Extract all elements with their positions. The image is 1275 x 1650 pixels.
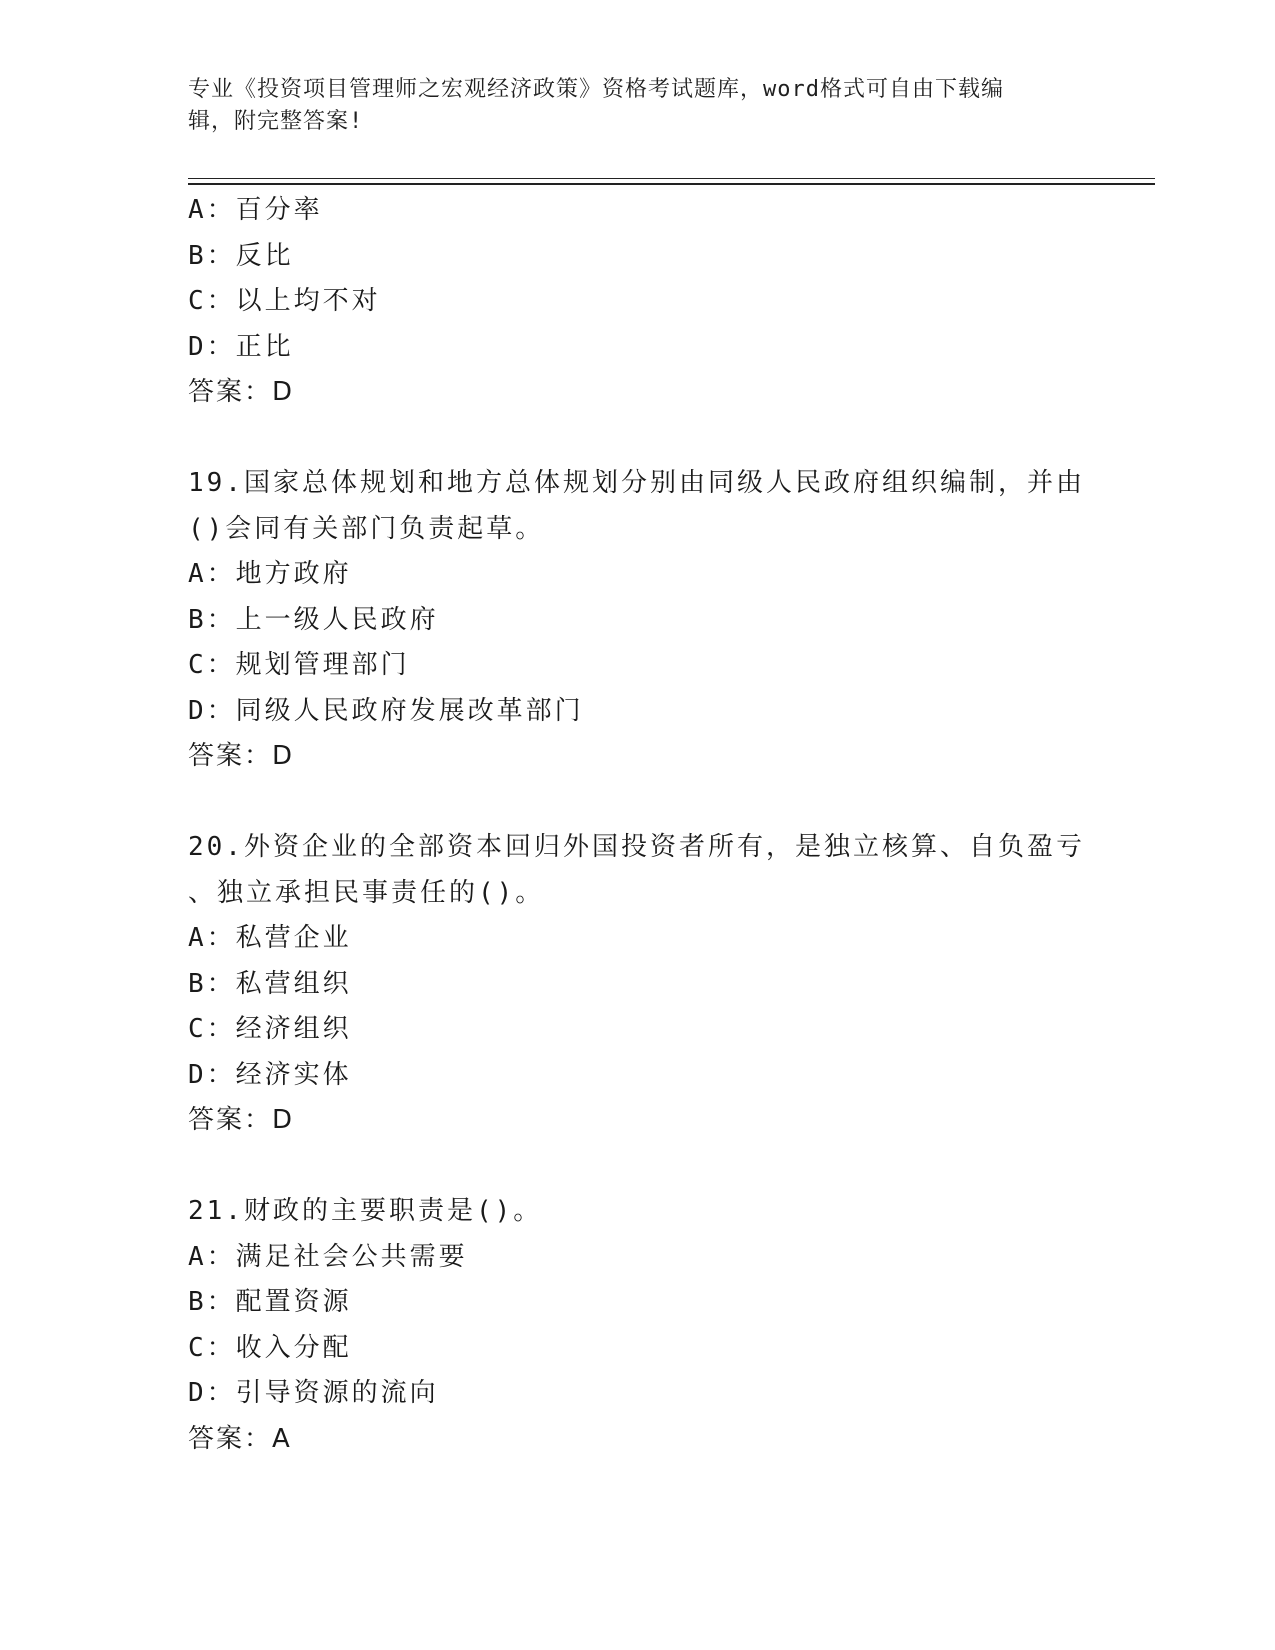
option-d: D：引导资源的流向: [188, 1378, 439, 1408]
question-stem-line-2: 、独立承担民事责任的()。: [188, 877, 545, 908]
answer-line: 答案：D: [188, 1105, 295, 1135]
option-a: A：私营企业: [188, 923, 352, 953]
option-c: C：收入分配: [188, 1332, 352, 1363]
option-b: B：配置资源: [188, 1287, 352, 1317]
question-block-21: [188, 1189, 1088, 1462]
option-a: A：地方政府: [188, 559, 352, 589]
option-b: B：私营组织: [188, 968, 352, 999]
answer-line: 答案：A: [188, 1423, 292, 1454]
header-divider-thin: [188, 178, 1155, 179]
answer-line: 答案：D: [188, 377, 295, 407]
question-stem-line-2: ()会同有关部门负责起草。: [188, 513, 545, 544]
option-c: C：经济组织: [188, 1014, 352, 1044]
spacer: [188, 780, 1088, 826]
option-d: D：正比: [188, 331, 294, 362]
option-a: A：百分率: [188, 195, 323, 225]
option-d: D：同级人民政府发展改革部门: [188, 695, 584, 726]
option-a: A：满足社会公共需要: [188, 1241, 468, 1272]
question-block-19: [188, 461, 1088, 780]
header-title-line-2: 辑，附完整答案!: [188, 109, 364, 134]
option-b: B：反比: [188, 240, 294, 271]
document-header: [188, 74, 1088, 138]
answer-line: 答案：D: [188, 741, 295, 771]
option-b: B：上一级人民政府: [188, 604, 439, 635]
option-d: D：经济实体: [188, 1059, 352, 1090]
spacer: [188, 416, 1088, 462]
question-block-20: [188, 825, 1088, 1144]
header-title-line-1: 专业《投资项目管理师之宏观经济政策》资格考试题库，word格式可自由下载编: [188, 77, 1004, 102]
question-stem-line-1: 19.国家总体规划和地方总体规划分别由同级人民政府组织编制，并由: [188, 468, 1085, 498]
question-list: [188, 188, 1088, 1462]
option-c: C：以上均不对: [188, 286, 381, 316]
question-block-18: [188, 188, 1088, 416]
header-divider-thick: [188, 183, 1155, 185]
question-stem-line-1: 21.财政的主要职责是()。: [188, 1196, 543, 1226]
spacer: [188, 1144, 1088, 1190]
option-c: C：规划管理部门: [188, 650, 410, 680]
question-stem-line-1: 20.外资企业的全部资本回归外国投资者所有，是独立核算、自负盈亏: [188, 832, 1085, 862]
